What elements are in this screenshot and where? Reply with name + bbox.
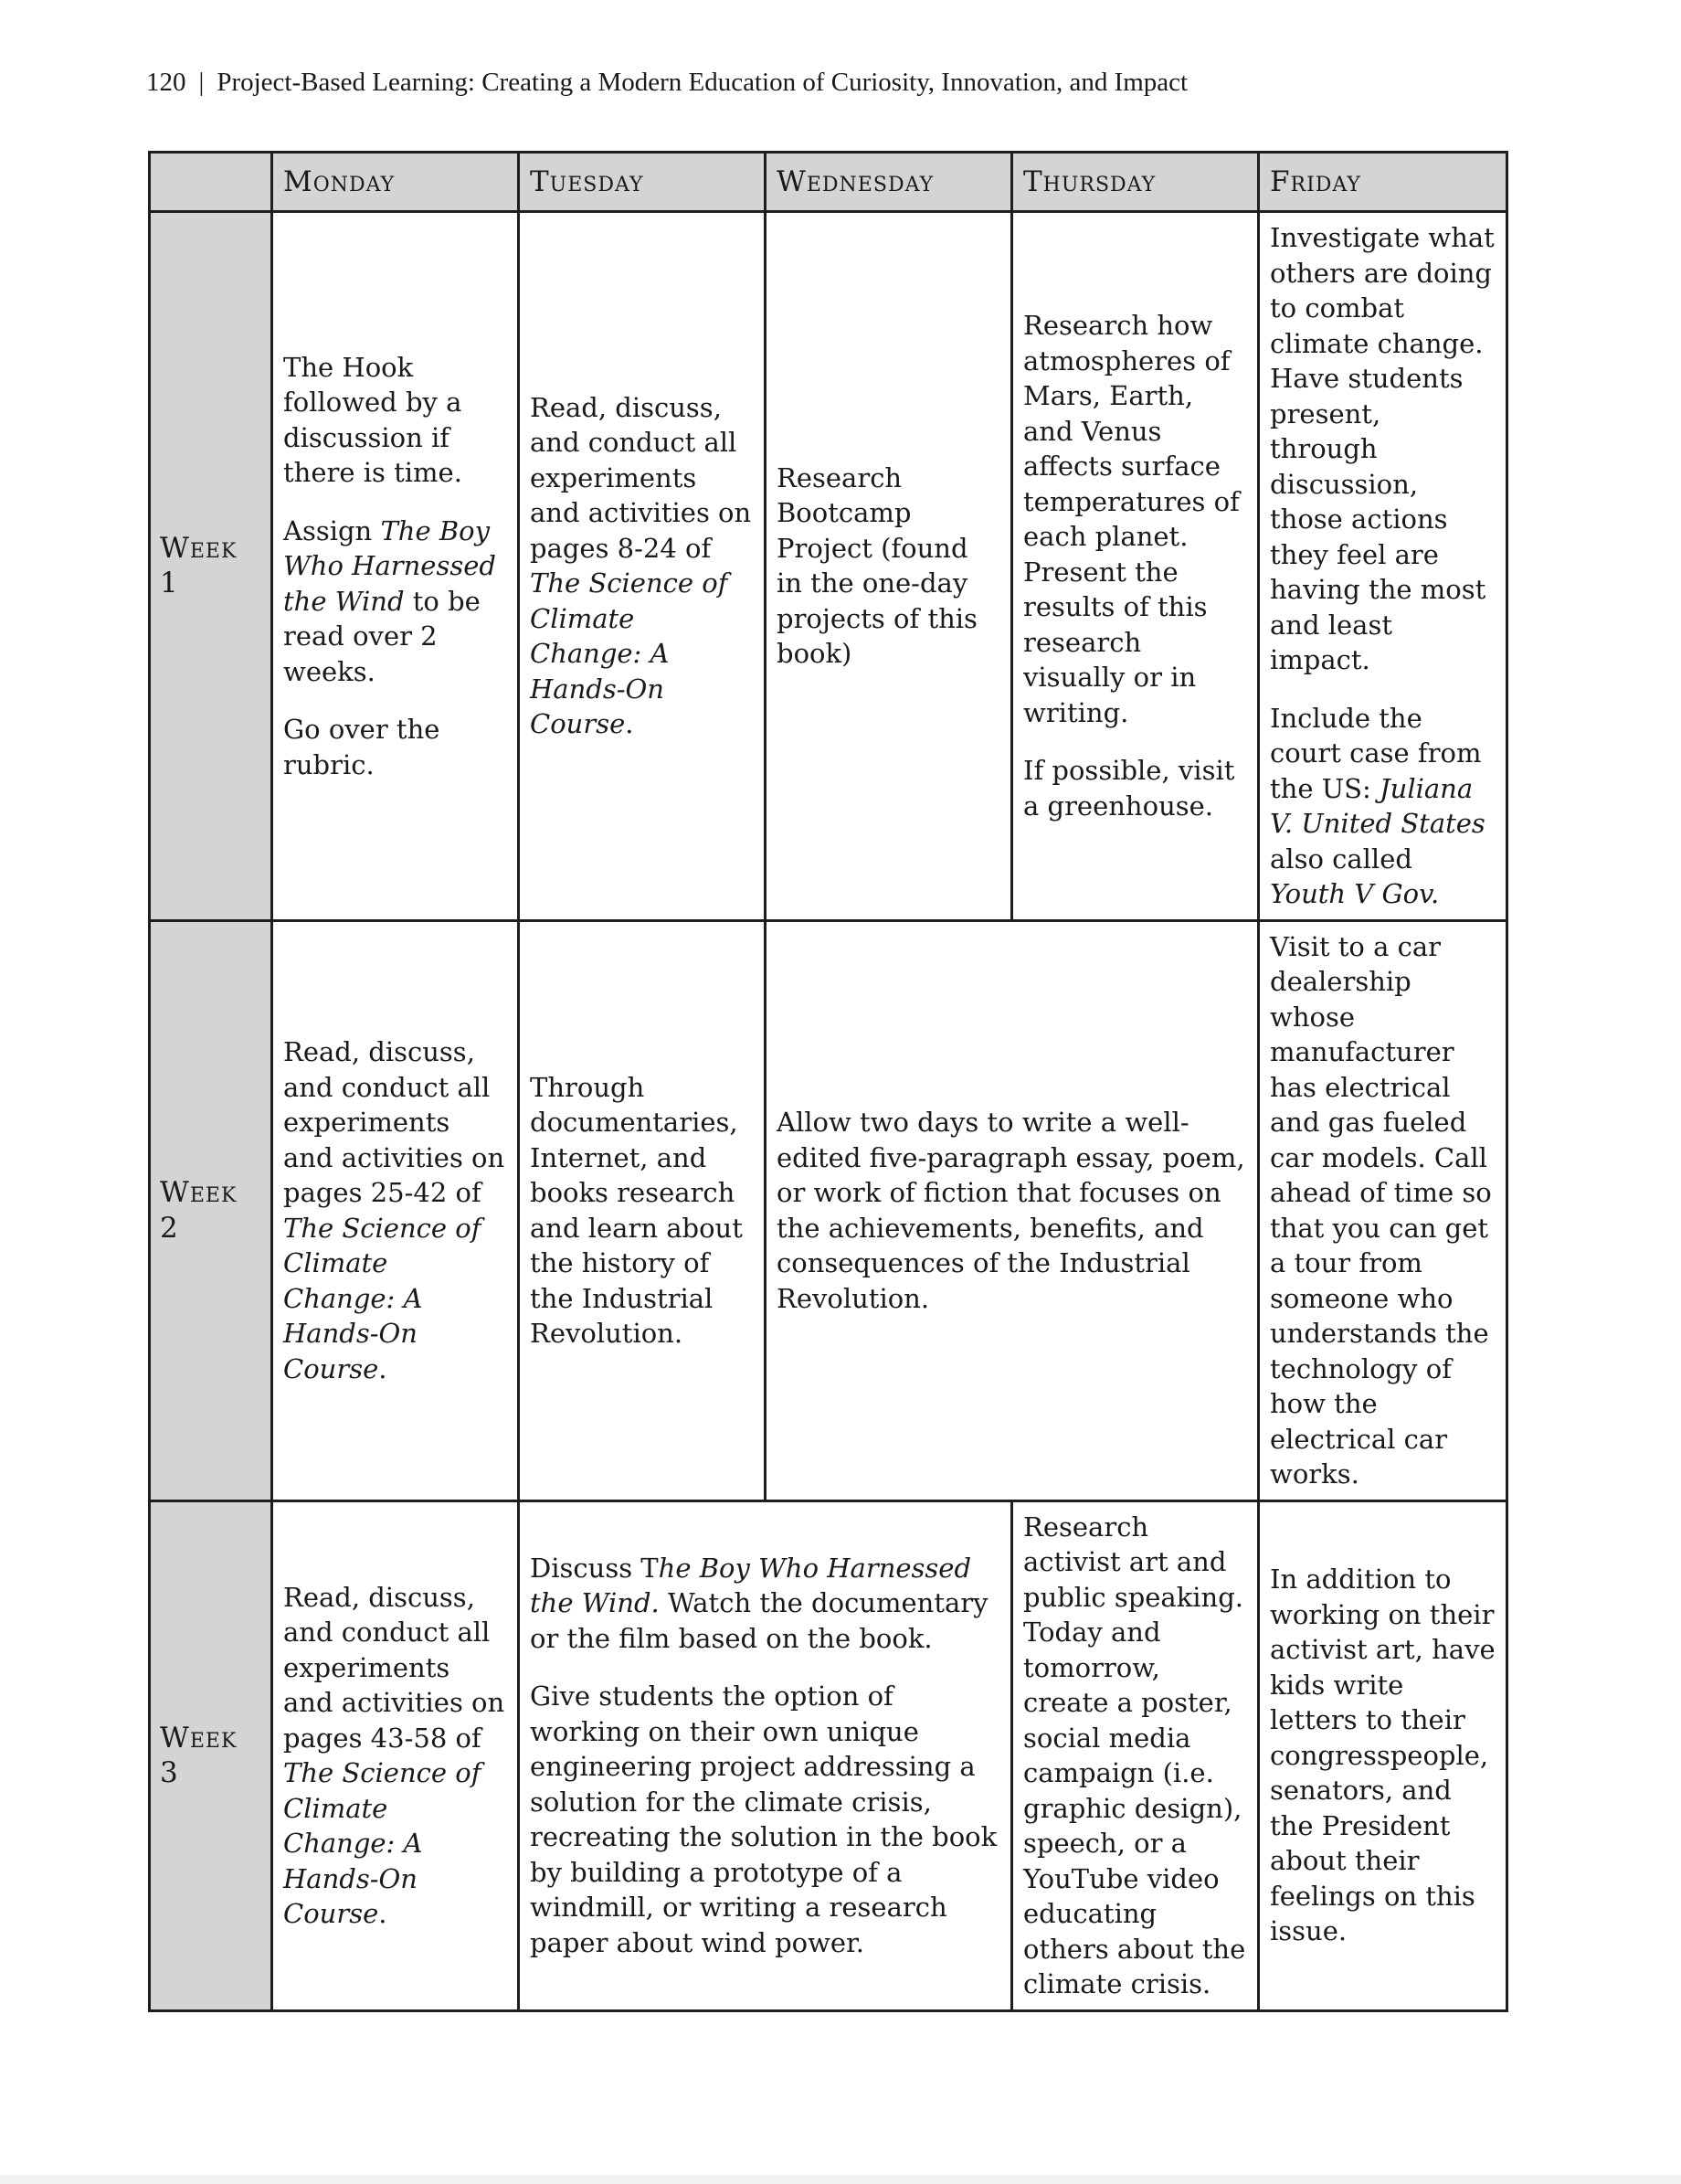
text: Allow two days to write a well-edited five-paragraph essay, poem, or work of fiction that focuses on the achievements, benefits, and consequences of the Industrial Revolution.	[777, 1107, 1245, 1314]
cell-week1-friday	[1259, 212, 1507, 921]
cell-week1-wednesday	[766, 212, 1012, 921]
cell-week3-thursday	[1012, 1500, 1259, 2010]
col-header-tuesday: Tuesday	[519, 153, 766, 212]
text: Read, discuss, and conduct all experiments and activities on pages 25-42 of The Science of Climate Change: A Hands-On Course.	[283, 1036, 505, 1384]
text: The Hook followed by a discussion if there is time.	[283, 351, 462, 488]
text: Assign The Boy Who Harnessed the Wind to be read over 2 weeks.	[283, 514, 496, 687]
text: Read, discuss, and conduct all experiments and activities on pages 8-24 of The Science of Climate Change: A Hands-On Course.	[530, 391, 752, 740]
text: Visit to a car dealership whose manufacturer has electrical and gas fueled car models. Call ahead of time so that you can get a tour from someone who understands the technology of how the electrical car works.	[1270, 930, 1492, 1490]
cell-week3-friday	[1259, 1500, 1507, 2010]
book-title-ref: he Boy Who Harnessed the Wind.	[530, 1552, 972, 1619]
row-header-week-1: Week 1	[150, 212, 272, 921]
text: Investigate what others are doing to combat climate change. Have students present, through discussion, those actions they feel are having the most and least impact.	[1270, 222, 1495, 675]
book-title-ref: The Boy Who Harnessed the Wind	[283, 514, 496, 617]
text: Research Bootcamp Project (found in the one-day projects of this book)	[777, 461, 978, 670]
row-week-1	[150, 212, 1507, 921]
cell-week2-friday	[1259, 920, 1507, 1500]
cell-week3-monday	[272, 1500, 519, 2010]
text: Through documentaries, Internet, and books research and learn about the history of the Industrial Revolution.	[530, 1071, 743, 1349]
case-title-ref: Juliana V. United States	[1270, 772, 1485, 839]
text: Include the court case from the US: Juliana V. United States also called Youth V Gov.	[1270, 702, 1485, 909]
header-separator: |	[198, 68, 205, 97]
cell-week2-tuesday	[519, 920, 766, 1500]
weekly-schedule-table	[148, 151, 1508, 2012]
cell-week2-monday	[272, 920, 519, 1500]
book-title-ref: The Science of Climate Change: A Hands-On Course	[283, 1757, 481, 1929]
col-header-monday: Monday	[272, 153, 519, 212]
case-title-ref: Youth V Gov.	[1270, 878, 1440, 909]
row-week-2	[150, 920, 1507, 1500]
text: In addition to working on their activist art, have kids write letters to their congresspeople, senators, and the President about their feelings on this issue.	[1270, 1564, 1496, 1947]
row-header-week-3: Week 3	[150, 1500, 272, 2010]
cell-week2-wednesday-thursday	[766, 920, 1259, 1500]
book-title-ref: The Science of Climate Change: A Hands-On Course	[530, 567, 728, 740]
page-number: 120	[146, 68, 186, 97]
text: If possible, visit a greenhouse.	[1023, 755, 1235, 822]
book-title-ref: The Science of Climate Change: A Hands-On Course	[283, 1212, 481, 1384]
header-row	[150, 153, 1507, 212]
cell-week1-monday	[272, 212, 519, 921]
col-header-thursday: Thursday	[1012, 153, 1259, 212]
page-bottom-edge	[0, 2175, 1681, 2184]
text: Research activist art and public speaking. Today and tomorrow, create a poster, social media campaign (i.e. graphic design), speech, or a YouTube video educating others about the climate crisis.	[1023, 1511, 1246, 1999]
text: Research how atmospheres of Mars, Earth, and Venus affects surface temperatures of each planet. Present the results of this research visually or in writing.	[1023, 310, 1240, 728]
book-title: Project-Based Learning: Creating a Modern Education of Curiosity, Innovation, and Impact	[217, 68, 1189, 97]
text: Discuss The Boy Who Harnessed the Wind. Watch the documentary or the film based on the book.	[530, 1552, 989, 1654]
text: Read, discuss, and conduct all experiments and activities on pages 43-58 of The Science of Climate Change: A Hands-On Course.	[283, 1581, 505, 1929]
cell-week1-tuesday	[519, 212, 766, 921]
text: Go over the rubric.	[283, 714, 440, 780]
corner-cell	[150, 153, 272, 212]
running-header	[146, 68, 1188, 98]
col-header-friday: Friday	[1259, 153, 1507, 212]
row-header-week-2: Week 2	[150, 920, 272, 1500]
cell-week1-thursday	[1012, 212, 1259, 921]
col-header-wednesday: Wednesday	[766, 153, 1012, 212]
text: Give students the option of working on their own unique engineering project addressing a solution for the climate crisis, recreating the solution in the book by building a prototype of a windmill, or writing a research paper about wind power.	[530, 1680, 998, 1958]
row-week-3	[150, 1500, 1507, 2010]
cell-week3-tuesday-wednesday	[519, 1500, 1012, 2010]
